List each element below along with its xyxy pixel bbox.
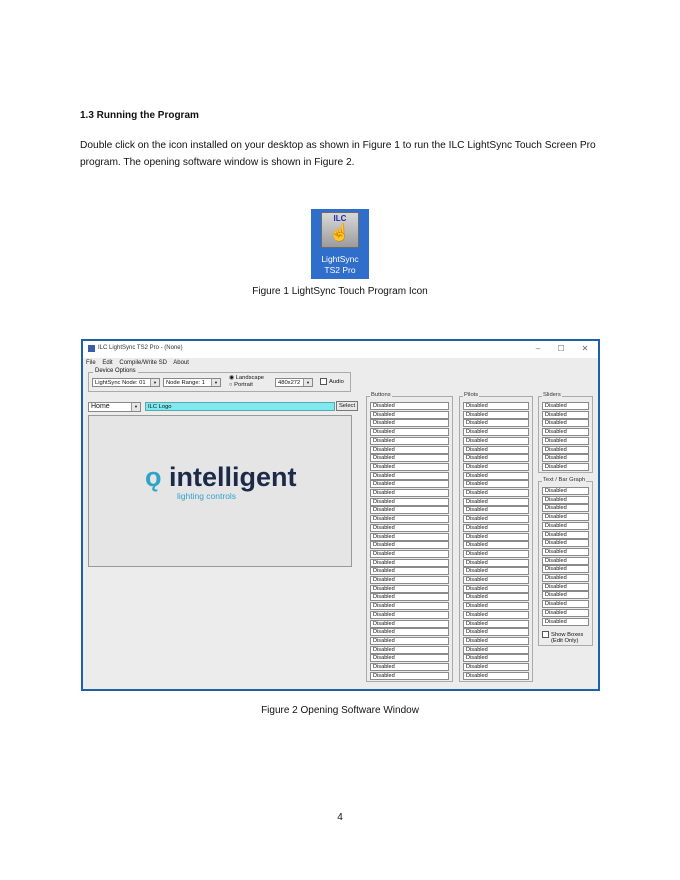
logo-wordmark bbox=[145, 462, 297, 493]
text-bar-slot[interactable]: Disabled bbox=[542, 565, 589, 573]
button-slot[interactable]: Disabled bbox=[370, 463, 449, 471]
button-slot[interactable]: Disabled bbox=[370, 654, 449, 662]
pilot-slot[interactable]: Disabled bbox=[463, 506, 529, 514]
pilot-slot[interactable]: Disabled bbox=[463, 637, 529, 645]
button-slot[interactable]: Disabled bbox=[370, 411, 449, 419]
text-bar-slot[interactable]: Disabled bbox=[542, 513, 589, 521]
menu-about[interactable]: About bbox=[173, 360, 189, 366]
icon-label-line1: LightSync bbox=[321, 254, 359, 264]
show-boxes-note: (Edit Only) bbox=[551, 638, 579, 644]
slider-slot[interactable]: Disabled bbox=[542, 446, 589, 454]
button-slot[interactable]: Disabled bbox=[370, 454, 449, 462]
button-slot[interactable]: Disabled bbox=[370, 576, 449, 584]
button-slot[interactable]: Disabled bbox=[370, 428, 449, 436]
buttons-group bbox=[366, 392, 453, 682]
intro-paragraph: Double click on the icon installed on your desktop as shown in Figure 1 to run the ILC LightSync Touch Screen Pro program. The opening software window is shown in Figure 2. bbox=[80, 140, 596, 168]
pilot-slot[interactable]: Disabled bbox=[463, 559, 529, 567]
title-bar bbox=[83, 341, 598, 358]
button-slot[interactable]: Disabled bbox=[370, 472, 449, 480]
pilot-slot[interactable]: Disabled bbox=[463, 411, 529, 419]
resolution-select[interactable] bbox=[275, 378, 313, 387]
pilot-slot[interactable]: Disabled bbox=[463, 402, 529, 410]
slider-slot[interactable]: Disabled bbox=[542, 428, 589, 436]
button-slot[interactable]: Disabled bbox=[370, 567, 449, 575]
software-window bbox=[81, 339, 600, 691]
pilot-slot[interactable]: Disabled bbox=[463, 437, 529, 445]
audio-checkbox[interactable] bbox=[320, 378, 344, 385]
node-select[interactable] bbox=[92, 378, 160, 387]
pilot-slot[interactable]: Disabled bbox=[463, 480, 529, 488]
minimize-button[interactable]: – bbox=[535, 344, 541, 353]
text-bar-slot[interactable]: Disabled bbox=[542, 600, 589, 608]
section-heading: 1.3 Running the Program bbox=[80, 110, 199, 121]
pilots-group bbox=[459, 392, 533, 682]
checkbox-box bbox=[542, 631, 549, 638]
close-button[interactable]: ✕ bbox=[581, 344, 589, 353]
slider-slot[interactable]: Disabled bbox=[542, 419, 589, 427]
button-slot[interactable]: Disabled bbox=[370, 628, 449, 636]
logo-word: intelligent bbox=[169, 462, 297, 492]
icon-label-line2: TS2 Pro bbox=[324, 265, 356, 275]
menu-edit[interactable]: Edit bbox=[102, 360, 113, 366]
icon-tile-text: ILC bbox=[333, 214, 347, 223]
pilot-slot[interactable]: Disabled bbox=[463, 541, 529, 549]
button-slot[interactable]: Disabled bbox=[370, 506, 449, 514]
lightsync-desktop-icon[interactable] bbox=[311, 209, 369, 279]
slider-slot[interactable]: Disabled bbox=[542, 402, 589, 410]
text-bar-slot[interactable]: Disabled bbox=[542, 574, 589, 582]
slider-slot[interactable]: Disabled bbox=[542, 411, 589, 419]
page-select-value: Home bbox=[91, 403, 110, 410]
resolution-value: 480x272 bbox=[278, 380, 301, 386]
text-bar-slot[interactable]: Disabled bbox=[542, 618, 589, 626]
radio-portrait[interactable]: ○ Portrait bbox=[229, 382, 253, 388]
radio-landscape[interactable]: ◉ Landscape bbox=[229, 375, 265, 381]
text-bar-slot[interactable]: Disabled bbox=[542, 539, 589, 547]
pilot-slot[interactable]: Disabled bbox=[463, 646, 529, 654]
image-name-field[interactable]: ILC Logo bbox=[145, 402, 335, 411]
sliders-group bbox=[538, 392, 593, 473]
text-bar-graph-legend: Text / Bar Graph bbox=[543, 477, 586, 483]
button-slot[interactable]: Disabled bbox=[370, 515, 449, 523]
button-slot[interactable]: Disabled bbox=[370, 585, 449, 593]
pilot-slot[interactable]: Disabled bbox=[463, 533, 529, 541]
pointing-hand-icon: ☝ bbox=[329, 223, 351, 242]
page-select[interactable] bbox=[88, 402, 141, 412]
pilot-slot[interactable]: Disabled bbox=[463, 498, 529, 506]
text-bar-slot[interactable]: Disabled bbox=[542, 496, 589, 504]
pilot-slot[interactable]: Disabled bbox=[463, 419, 529, 427]
audio-label: Audio bbox=[329, 379, 344, 386]
pilot-slot[interactable]: Disabled bbox=[463, 611, 529, 619]
window-title: ILC LightSync TS2 Pro - (None) bbox=[98, 345, 183, 351]
bulb-icon: ǫ bbox=[145, 462, 169, 492]
maximize-button[interactable]: ☐ bbox=[557, 344, 565, 353]
text-bar-slot[interactable]: Disabled bbox=[542, 548, 589, 556]
button-slot[interactable]: Disabled bbox=[370, 541, 449, 549]
pilot-slot[interactable]: Disabled bbox=[463, 489, 529, 497]
slider-slot[interactable]: Disabled bbox=[542, 437, 589, 445]
app-icon bbox=[88, 345, 95, 352]
pilot-slot[interactable]: Disabled bbox=[463, 446, 529, 454]
text-bar-slot[interactable]: Disabled bbox=[542, 609, 589, 617]
button-slot[interactable]: Disabled bbox=[370, 611, 449, 619]
button-slot[interactable]: Disabled bbox=[370, 533, 449, 541]
sliders-legend: Sliders bbox=[543, 392, 561, 398]
button-slot[interactable]: Disabled bbox=[370, 663, 449, 671]
text-bar-slot[interactable]: Disabled bbox=[542, 591, 589, 599]
text-bar-slot[interactable]: Disabled bbox=[542, 557, 589, 565]
menu-file[interactable]: File bbox=[86, 360, 96, 366]
pilot-slot[interactable]: Disabled bbox=[463, 454, 529, 462]
show-boxes-checkbox[interactable] bbox=[542, 631, 583, 638]
pilot-slot[interactable]: Disabled bbox=[463, 654, 529, 662]
device-options-group bbox=[88, 368, 351, 392]
chevron-down-icon: ▼ bbox=[211, 379, 220, 386]
checkbox-box bbox=[320, 378, 327, 385]
pilot-slot[interactable]: Disabled bbox=[463, 628, 529, 636]
menu-bar bbox=[86, 360, 194, 366]
pilot-slot[interactable]: Disabled bbox=[463, 593, 529, 601]
text-bar-graph-group bbox=[538, 477, 593, 646]
button-slot[interactable]: Disabled bbox=[370, 637, 449, 645]
pilot-slot[interactable]: Disabled bbox=[463, 602, 529, 610]
node-range-value: Node Range: 1 bbox=[166, 380, 205, 386]
pilot-slot[interactable]: Disabled bbox=[463, 472, 529, 480]
select-button[interactable]: Select bbox=[336, 401, 358, 411]
button-slot[interactable]: Disabled bbox=[370, 402, 449, 410]
pilot-slot[interactable]: Disabled bbox=[463, 576, 529, 584]
text-bar-slot[interactable]: Disabled bbox=[542, 522, 589, 530]
text-bar-slot[interactable]: Disabled bbox=[542, 531, 589, 539]
node-range-select[interactable] bbox=[163, 378, 221, 387]
chevron-down-icon: ▼ bbox=[131, 403, 140, 411]
button-slot[interactable]: Disabled bbox=[370, 498, 449, 506]
button-slot[interactable]: Disabled bbox=[370, 437, 449, 445]
slider-slot[interactable]: Disabled bbox=[542, 463, 589, 471]
screen-preview bbox=[88, 415, 352, 567]
button-slot[interactable]: Disabled bbox=[370, 489, 449, 497]
radio-portrait-label: Portrait bbox=[234, 382, 253, 388]
page-number: 4 bbox=[337, 812, 343, 823]
pilot-slot[interactable]: Disabled bbox=[463, 463, 529, 471]
button-slot[interactable]: Disabled bbox=[370, 593, 449, 601]
icon-tile bbox=[321, 212, 359, 248]
button-slot[interactable]: Disabled bbox=[370, 524, 449, 532]
button-slot[interactable]: Disabled bbox=[370, 646, 449, 654]
pilot-slot[interactable]: Disabled bbox=[463, 515, 529, 523]
pilots-legend: Pilots bbox=[464, 392, 479, 398]
radio-landscape-label: Landscape bbox=[235, 375, 265, 381]
pilot-slot[interactable]: Disabled bbox=[463, 428, 529, 436]
pilot-slot[interactable]: Disabled bbox=[463, 585, 529, 593]
slider-slot[interactable]: Disabled bbox=[542, 454, 589, 462]
button-slot[interactable]: Disabled bbox=[370, 446, 449, 454]
pilot-slot[interactable]: Disabled bbox=[463, 672, 529, 680]
button-slot[interactable]: Disabled bbox=[370, 559, 449, 567]
node-select-value: LightSync Node: 01 bbox=[95, 380, 146, 386]
button-slot[interactable]: Disabled bbox=[370, 550, 449, 558]
button-slot[interactable]: Disabled bbox=[370, 602, 449, 610]
button-slot[interactable]: Disabled bbox=[370, 419, 449, 427]
logo-tagline: lighting controls bbox=[177, 491, 237, 501]
pilot-slot[interactable]: Disabled bbox=[463, 620, 529, 628]
text-bar-slot[interactable]: Disabled bbox=[542, 583, 589, 591]
device-options-legend: Device Options bbox=[95, 368, 136, 374]
show-boxes-label: Show Boxes bbox=[551, 632, 584, 639]
figure2-caption: Figure 2 Opening Software Window bbox=[261, 705, 419, 716]
text-bar-slot[interactable]: Disabled bbox=[542, 487, 589, 495]
button-slot[interactable]: Disabled bbox=[370, 672, 449, 680]
text-bar-slot[interactable]: Disabled bbox=[542, 504, 589, 512]
pilot-slot[interactable]: Disabled bbox=[463, 550, 529, 558]
chevron-down-icon: ▼ bbox=[303, 379, 312, 386]
buttons-legend: Buttons bbox=[371, 392, 391, 398]
figure1-caption: Figure 1 LightSync Touch Program Icon bbox=[252, 286, 428, 297]
pilot-slot[interactable]: Disabled bbox=[463, 524, 529, 532]
button-slot[interactable]: Disabled bbox=[370, 620, 449, 628]
button-slot[interactable]: Disabled bbox=[370, 480, 449, 488]
menu-compile[interactable]: Compile/Write SD bbox=[119, 360, 167, 366]
pilot-slot[interactable]: Disabled bbox=[463, 663, 529, 671]
chevron-down-icon: ▼ bbox=[150, 379, 159, 386]
pilot-slot[interactable]: Disabled bbox=[463, 567, 529, 575]
